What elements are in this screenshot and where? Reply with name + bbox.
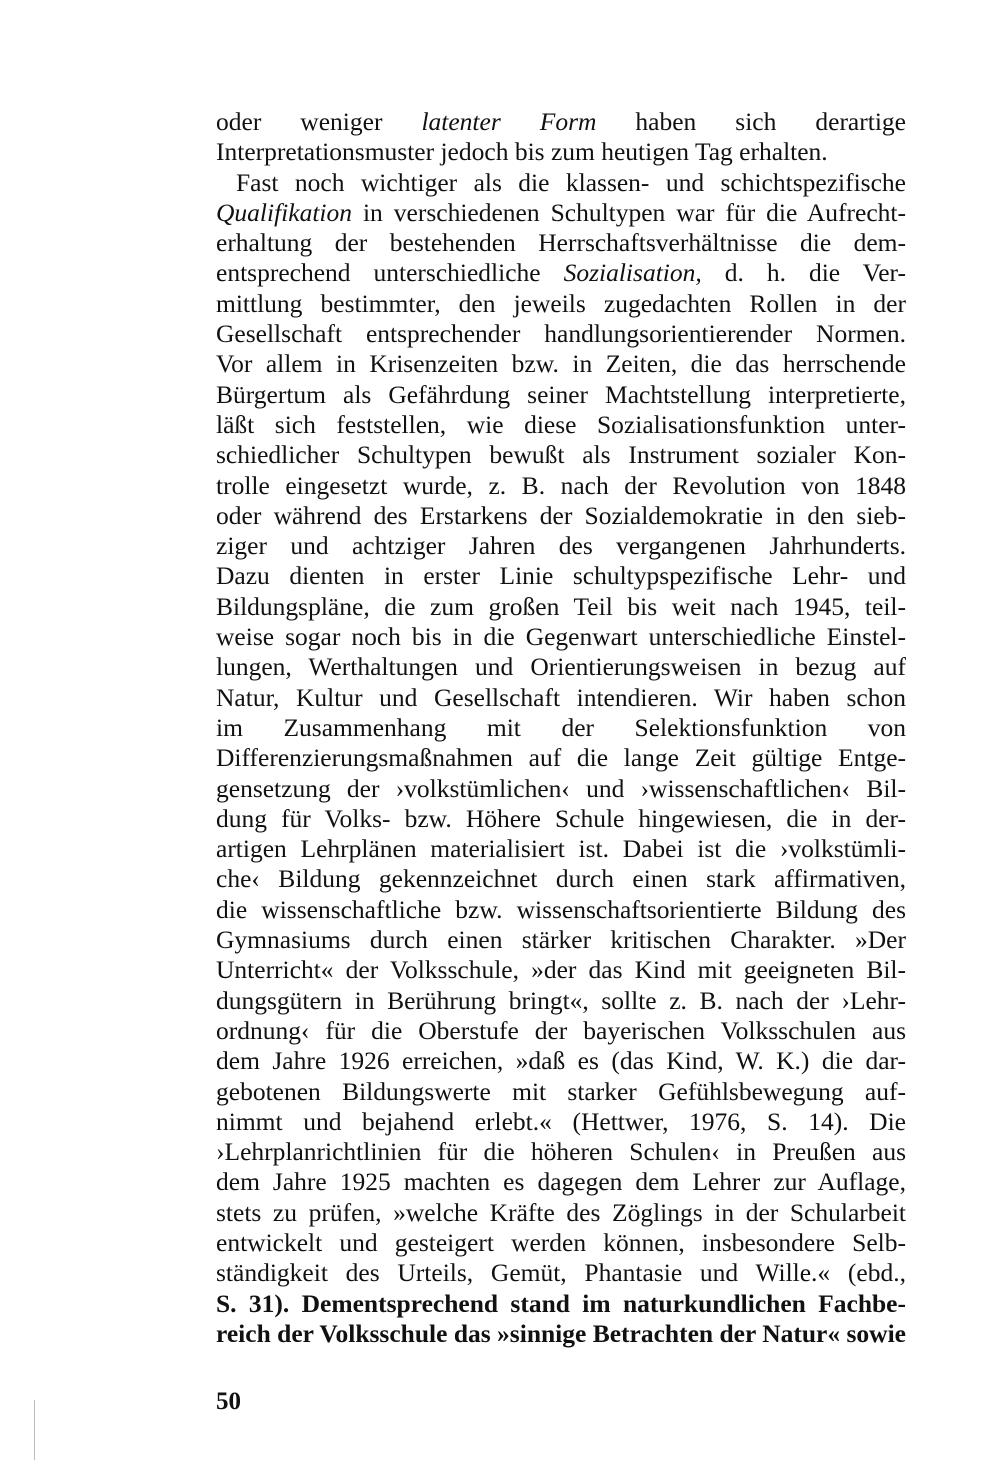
text-line-6: entsprechend unterschiedliche Sozialisation, d. h. die Ver- bbox=[216, 258, 906, 288]
text-line-9: Vor allem in Krisenzeiten bzw. in Zeiten, die das herrschende bbox=[216, 349, 906, 379]
text-line-33: gebotenen Bildungswerte mit starker Gefühlsbewegung auf- bbox=[216, 1076, 906, 1106]
text-line-1: oder weniger latenter Form haben sich derartige bbox=[216, 107, 906, 136]
text-line-14: oder während des Erstarkens der Sozialdemokratie in den sieb- bbox=[216, 500, 906, 530]
text-line-3: Fast noch wichtiger als die klassen- und schichtspezifische bbox=[236, 167, 906, 197]
text-line-17: Bildungspläne, die zum großen Teil bis weit nach 1945, teil- bbox=[216, 591, 906, 621]
text-line-25: artigen Lehrplänen materialisiert ist. Dabei ist die ›volkstümli- bbox=[216, 834, 906, 864]
text-line-22: Differenzierungsmaßnahmen auf die lange Zeit gültige Entge- bbox=[216, 743, 906, 773]
text-line-8: Gesellschaft entsprechender handlungsorientierender Normen. bbox=[216, 319, 906, 349]
text-line-28: Gymnasiums durch einen stärker kritischen Charakter. »Der bbox=[216, 925, 906, 955]
text-line-7: mittlung bestimmter, den jeweils zugedachten Rollen in der bbox=[216, 288, 906, 318]
text-line-30: dungsgütern in Berührung bringt«, sollte z. B. nach der ›Lehr- bbox=[216, 985, 906, 1015]
text-line-37: stets zu prüfen, »welche Kräfte des Zöglings in der Schularbeit bbox=[216, 1197, 906, 1227]
text-line-35: ›Lehrplanrichtlinien für die höheren Schulen‹ in Preußen aus bbox=[216, 1137, 906, 1167]
page-number: 50 bbox=[216, 1388, 241, 1415]
text-line-40: S. 31). Dementsprechend stand im naturkundlichen Fachbe- bbox=[216, 1288, 906, 1318]
text-line-31: ordnung‹ für die Oberstufe der bayerischen Volksschulen aus bbox=[216, 1015, 906, 1045]
text-line-29: Unterricht« der Volksschule, »der das Kind mit geeigneten Bil- bbox=[216, 955, 906, 985]
text-line-18: weise sogar noch bis in die Gegenwart unterschiedliche Einstel- bbox=[216, 622, 906, 652]
text-line-2: Interpretationsmuster jedoch bis zum heutigen Tag erhalten. bbox=[216, 137, 828, 167]
text-line-39: ständigkeit des Urteils, Gemüt, Phantasie und Wille.« (ebd., bbox=[216, 1258, 906, 1288]
text-line-10: Bürgertum als Gefährdung seiner Machtstellung interpretierte, bbox=[216, 379, 906, 409]
text-line-34: nimmt und bejahend erlebt.« (Hettwer, 1976, S. 14). Die bbox=[216, 1106, 906, 1136]
text-line-16: Dazu dienten in erster Linie schultypspezifische Lehr- und bbox=[216, 561, 906, 591]
text-line-4: Qualifikation in verschiedenen Schultypen war für die Aufrecht- bbox=[216, 197, 906, 227]
text-line-23: gensetzung der ›volkstümlichen‹ und ›wissenschaftlichen‹ Bil- bbox=[216, 773, 906, 803]
text-line-20: Natur, Kultur und Gesellschaft intendieren. Wir haben schon bbox=[216, 682, 906, 712]
body-text bbox=[216, 107, 906, 1349]
text-line-11: läßt sich feststellen, wie diese Sozialisationsfunktion unter- bbox=[216, 409, 906, 439]
text-line-24: dung für Volks- bzw. Höhere Schule hingewiesen, die in der- bbox=[216, 803, 906, 833]
text-line-26: che‹ Bildung gekennzeichnet durch einen stark affirmativen, bbox=[216, 864, 906, 894]
text-line-12: schiedlicher Schultypen bewußt als Instrument sozialer Kon- bbox=[216, 440, 906, 470]
text-line-13: trolle eingesetzt wurde, z. B. nach der Revolution von 1848 bbox=[216, 470, 906, 500]
text-line-21: im Zusammenhang mit der Selektionsfunktion von bbox=[216, 712, 906, 742]
text-line-27: die wissenschaftliche bzw. wissenschaftsorientierte Bildung des bbox=[216, 894, 906, 924]
text-line-5: erhaltung der bestehenden Herrschaftsverhältnisse die dem- bbox=[216, 228, 906, 258]
text-line-19: lungen, Werthaltungen und Orientierungsweisen in bezug auf bbox=[216, 652, 906, 682]
scan-artifact-mark bbox=[34, 1400, 35, 1460]
text-line-32: dem Jahre 1926 erreichen, »daß es (das Kind, W. K.) die dar- bbox=[216, 1046, 906, 1076]
text-line-38: entwickelt und gesteigert werden können, insbesondere Selb- bbox=[216, 1227, 906, 1257]
text-line-36: dem Jahre 1925 machten es dagegen dem Lehrer zur Auflage, bbox=[216, 1167, 906, 1197]
text-line-15: ziger und achtziger Jahren des vergangenen Jahrhunderts. bbox=[216, 531, 906, 561]
text-line-41: reich der Volksschule das »sinnige Betrachten der Natur« sowie bbox=[216, 1318, 906, 1348]
